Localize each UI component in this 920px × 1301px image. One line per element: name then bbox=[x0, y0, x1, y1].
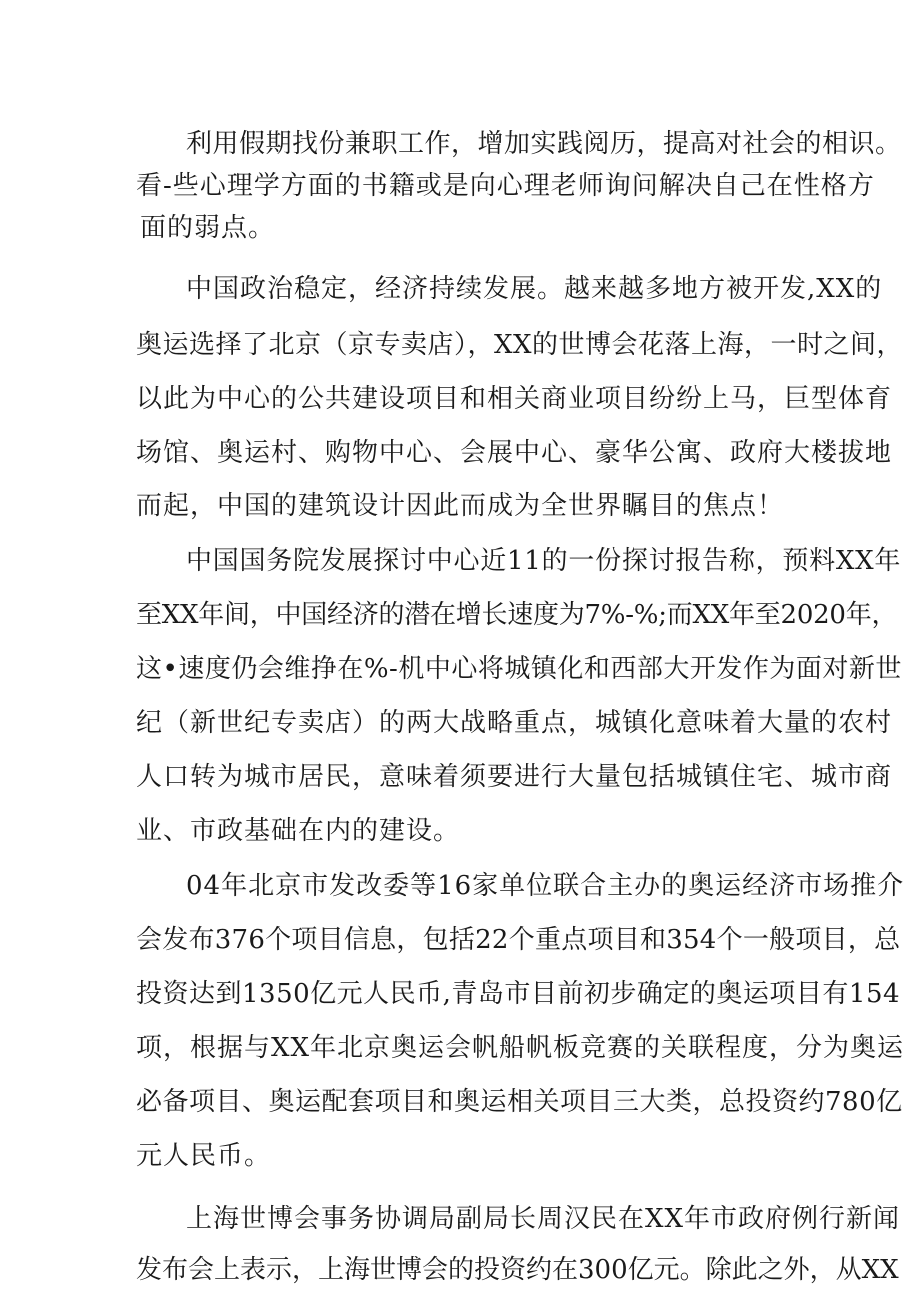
text-line: 纪（新世纪专卖店）的两大战略重点，城镇化意味着大量的农村 bbox=[136, 708, 893, 738]
text-line: 以此为中心的公共建设项目和相关商业项目纷纷上马，巨型体育 bbox=[136, 384, 893, 414]
text-line: 而起，中国的建筑设计因此而成为全世界瞩目的焦点！ bbox=[136, 491, 785, 521]
text-line: 奥运选择了北京（京专卖店），XX的世博会花落上海，一时之间， bbox=[136, 330, 904, 360]
text-line: 中国国务院发展探讨中心近11的一份探讨报告称，预料XX年 bbox=[186, 546, 902, 576]
text-line: 会发布376个项目信息，包括22个重点项目和354个一般项目，总 bbox=[136, 925, 901, 955]
text-line: 必备项目、奥运配套项目和奥运相关项目三大类，总投资约780亿 bbox=[136, 1087, 903, 1117]
text-line: 看-些心理学方面的书籍或是向心理老师询问解决自己在性格方 bbox=[136, 171, 875, 201]
text-line: 发布会上表示，上海世博会的投资约在300亿元。除此之外，从XX bbox=[136, 1255, 899, 1285]
text-line: 面的弱点。 bbox=[140, 213, 276, 243]
text-line: 这•速度仍会维挣在%-机中心将城镇化和西部大开发作为面对新世 bbox=[136, 654, 902, 684]
text-line: 项，根据与XX年北京奥运会帆船帆板竞赛的关联程度，分为奥运 bbox=[136, 1033, 905, 1063]
text-line: 中国政治稳定，经济持续发展。越来越多地方被开发,XX的 bbox=[186, 274, 883, 304]
text-line: 业、市政基础在内的建设。 bbox=[136, 816, 461, 846]
text-line: 利用假期找份兼职工作，增加实践阅历，提高对社会的相识。 bbox=[186, 129, 902, 159]
text-line: 人口转为城市居民，意味着须要进行大量包括城镇住宅、城市商 bbox=[136, 762, 893, 792]
text-line: 元人民币。 bbox=[136, 1141, 272, 1171]
text-line: 04年北京市发改委等16家单位联合主办的奥运经济市场推介 bbox=[186, 871, 905, 901]
text-line: 上海世博会事务协调局副局长周汉民在XX年市政府例行新闻 bbox=[186, 1204, 901, 1234]
text-line: 投资达到1350亿元人民币,青岛市目前初步确定的奥运项目有154 bbox=[136, 979, 901, 1009]
text-line: 至XX年间，中国经济的潜在增长速度为7%-%;而XX年至2020年， bbox=[136, 600, 898, 630]
text-line: 场馆、奥运村、购物中心、会展中心、豪华公寓、政府大楼拔地 bbox=[136, 438, 893, 468]
